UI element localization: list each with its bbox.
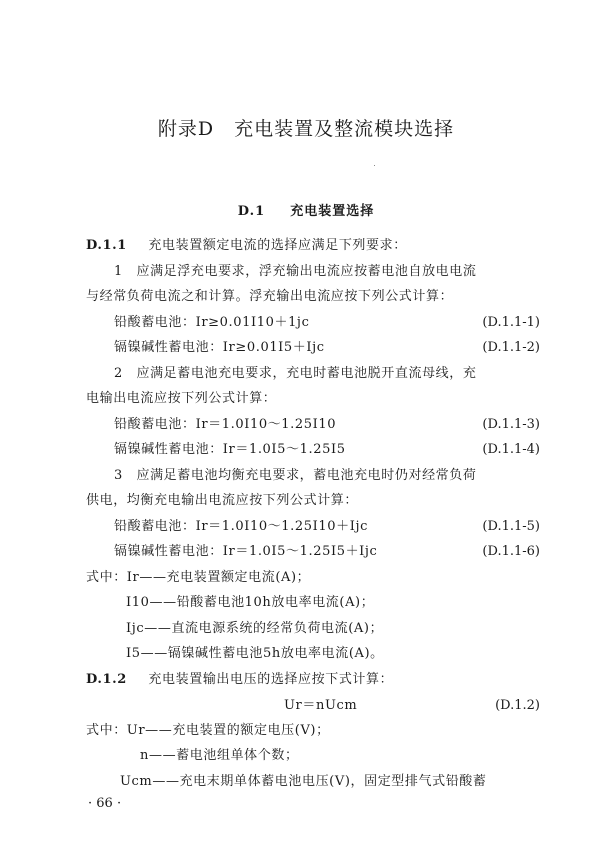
scan-speck [374,165,375,166]
clause-d12 [86,670,541,690]
clause-text: 充电装置输出电压的选择应按下式计算： [148,672,394,687]
formula-d111-3: 铅酸蓄电池：Ir＝1.0I10～1.25I10 [114,417,337,432]
where-ur: 式中：Ur——充电装置的额定电压(V)； [86,723,330,738]
item-2-line-a: 2 应满足蓄电池充电要求，充电时蓄电池脱开直流母线，充 [114,366,477,381]
item-2-line-b: 电输出电流应按下列公式计算： [86,391,277,406]
formula-tag: (D.1.1-3) [482,417,540,432]
section-label: 充电装置选择 [290,204,375,219]
formula-d12: Ur＝nUcm [284,698,358,713]
formula-tag: (D.1.1-2) [482,340,540,355]
formula-tag: (D.1.2) [495,698,540,713]
formula-tag: (D.1.1-1) [482,315,540,330]
clause-text: 充电装置额定电流的选择应满足下列要求： [148,238,407,253]
where-i10: I10——铅酸蓄电池10h放电率电流(A)； [126,595,375,610]
where-ucm: Ucm——充电末期单体蓄电池电压(V)，固定型排气式铅酸蓄 [120,774,487,789]
clause-d11 [86,236,541,256]
formula-d111-6: 镉镍碱性蓄电池：Ir＝1.0I5～1.25I5＋Ijc [114,544,378,559]
where-ir: 式中：Ir——充电装置额定电流(A)； [86,570,311,585]
section-number: D.1 [237,204,266,219]
appendix-title: 附录D 充电装置及整流模块选择 [157,118,455,140]
clause-number: D.1.2 [86,672,127,687]
formula-tag: (D.1.1-5) [482,519,540,534]
section-heading [0,200,612,219]
where-n: n——蓄电池组单体个数； [140,748,299,763]
clause-number: D.1.1 [86,238,127,253]
formula-d111-4: 镉镍碱性蓄电池：Ir＝1.0I5～1.25I5 [114,442,346,457]
formula-d111-2: 镉镍碱性蓄电池：Ir≥0.01I5＋Ijc [114,340,325,355]
formula-tag: (D.1.1-6) [482,544,540,559]
item-3-line-b: 供电，均衡充电输出电流应按下列公式计算： [86,493,359,508]
formula-tag: (D.1.1-4) [482,442,540,457]
page-number: · 66 · [88,796,122,811]
where-ijc: Ijc——直流电源系统的经常负荷电流(A)； [126,621,384,636]
formula-d111-1: 铅酸蓄电池：Ir≥0.01I10＋1jc [114,315,310,330]
item-1-line-a: 1 应满足浮充电要求，浮充输出电流应按蓄电池自放电电流 [114,264,477,279]
item-3-line-a: 3 应满足蓄电池均衡充电要求，蓄电池充电时仍对经常负荷 [114,468,477,483]
formula-d111-5: 铅酸蓄电池：Ir＝1.0I10～1.25I10＋Ijc [114,519,368,534]
item-1-line-b: 与经常负荷电流之和计算。浮充输出电流应按下列公式计算： [86,289,454,304]
where-i5: I5——镉镍碱性蓄电池5h放电率电流(A)。 [126,646,384,661]
